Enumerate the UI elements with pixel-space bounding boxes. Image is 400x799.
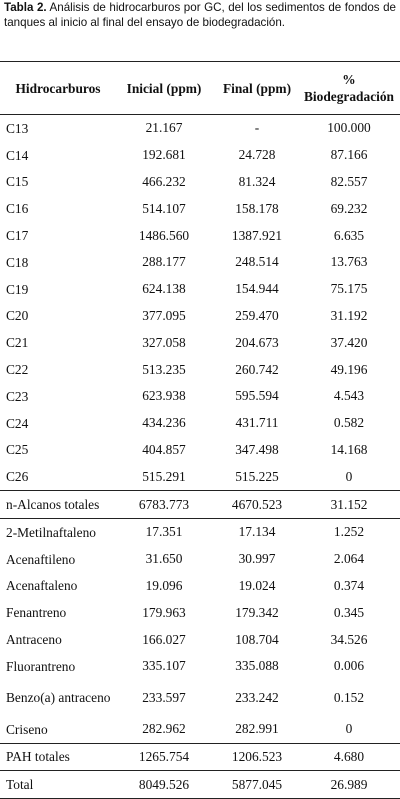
table-row	[0, 383, 400, 410]
row-label: C23	[6, 388, 29, 404]
initial-value: 377.095	[142, 307, 186, 323]
table-row	[0, 573, 400, 600]
table-row-grand-total	[0, 771, 400, 798]
initial-value: 31.650	[145, 551, 183, 567]
table-row	[0, 437, 400, 464]
alkane-rows	[0, 115, 400, 490]
initial-value: 288.177	[142, 254, 186, 270]
caption-label: Tabla 2.	[4, 1, 47, 14]
final-value: 259.470	[235, 307, 279, 323]
initial-value: 282.962	[142, 721, 186, 737]
biodegradation-value: 87.166	[330, 147, 368, 163]
final-value: 282.991	[235, 721, 279, 737]
final-value: 595.594	[235, 388, 279, 404]
final-value: 17.134	[238, 524, 276, 540]
biodegradation-value: 0.345	[333, 604, 365, 620]
row-label: C20	[6, 308, 29, 324]
initial-value: 335.107	[142, 658, 186, 674]
caption-text: Análisis de hidrocarburos por GC, del los sedimentos de fondos de tanques al inicio al final del ensayo de biodegradación.	[4, 1, 397, 29]
initial-value: 192.681	[142, 147, 186, 163]
row-label: C14	[6, 147, 29, 163]
table-row	[0, 276, 400, 303]
table-row	[0, 356, 400, 383]
row-label: Antraceno	[6, 632, 62, 648]
final-value: 81.324	[238, 173, 276, 189]
biodegradation-value: 34.526	[330, 631, 368, 647]
initial-value: 166.027	[142, 631, 186, 647]
table-row	[0, 249, 400, 276]
row-label: C26	[6, 469, 29, 485]
initial-value: 513.235	[142, 361, 186, 377]
table-row	[0, 599, 400, 626]
final-value: 5877.045	[231, 776, 283, 792]
hydrocarbon-table	[0, 61, 400, 799]
final-value: 158.178	[235, 200, 279, 216]
initial-value: 327.058	[142, 334, 186, 350]
row-label: C17	[6, 228, 29, 244]
initial-value: 8049.526	[138, 776, 190, 792]
final-value: 1206.523	[231, 748, 283, 764]
table-row	[0, 222, 400, 249]
final-value: 1387.921	[231, 227, 283, 243]
pah-rows	[0, 519, 400, 743]
biodegradation-value: 14.168	[330, 441, 368, 457]
final-value: 248.514	[235, 254, 279, 270]
biodegradation-value: 4.543	[333, 388, 365, 404]
initial-value: 19.096	[145, 577, 183, 593]
row-label: C13	[6, 120, 29, 136]
row-label: C19	[6, 281, 29, 297]
row-label: Fluorantreno	[6, 658, 76, 674]
biodegradation-value: 82.557	[330, 173, 368, 189]
final-value: -	[254, 120, 260, 136]
final-value: 204.673	[235, 334, 279, 350]
initial-value: 624.138	[142, 281, 186, 297]
final-value: 30.997	[238, 551, 276, 567]
final-value: 260.742	[235, 361, 279, 377]
biodegradation-value: 100.000	[327, 120, 371, 136]
biodegradation-value: 1.252	[333, 524, 365, 540]
biodegradation-value: 26.989	[330, 776, 368, 792]
final-value: 347.498	[235, 441, 279, 457]
final-value: 233.242	[235, 689, 279, 705]
table-row	[0, 546, 400, 573]
row-label: C24	[6, 415, 29, 431]
biodegradation-value: 2.064	[333, 551, 365, 567]
initial-value: 233.597	[142, 689, 186, 705]
row-label: C21	[6, 335, 29, 351]
initial-value: 623.938	[142, 388, 186, 404]
initial-value: 466.232	[142, 173, 186, 189]
table-caption	[4, 0, 396, 30]
header-initial: Inicial (ppm)	[126, 80, 202, 96]
biodegradation-value: 13.763	[330, 254, 368, 270]
biodegradation-value: 0	[345, 468, 353, 484]
table-row	[0, 653, 400, 680]
header-biodegradation: % Biodegradación	[303, 72, 395, 104]
row-label: 2-Metilnaftaleno	[6, 524, 96, 540]
final-value: 154.944	[235, 281, 279, 297]
biodegradation-value: 0	[345, 721, 353, 737]
initial-value: 6783.773	[138, 496, 190, 512]
final-value: 179.342	[235, 604, 279, 620]
final-value: 108.704	[235, 631, 279, 647]
row-label: C25	[6, 442, 29, 458]
header-final: Final (ppm)	[222, 80, 292, 96]
row-label: C16	[6, 201, 29, 217]
initial-value: 1265.754	[138, 748, 190, 764]
initial-value: 179.963	[142, 604, 186, 620]
biodegradation-value: 4.680	[333, 748, 365, 764]
final-value: 19.024	[238, 577, 276, 593]
biodegradation-value: 6.635	[333, 227, 365, 243]
biodegradation-value: 0.152	[333, 689, 365, 705]
row-label: Fenantreno	[6, 605, 67, 621]
table-row	[0, 463, 400, 490]
final-value: 335.088	[235, 658, 279, 674]
table-row	[0, 169, 400, 196]
row-label: Acenaftaleno	[6, 578, 78, 594]
row-label: Total	[6, 777, 34, 793]
table-row	[0, 519, 400, 546]
biodegradation-value: 49.196	[330, 361, 368, 377]
initial-value: 17.351	[145, 524, 183, 540]
biodegradation-value: 31.152	[330, 496, 368, 512]
biodegradation-value: 31.192	[330, 307, 368, 323]
initial-value: 1486.560	[138, 227, 190, 243]
table-row	[0, 142, 400, 169]
biodegradation-value: 0.006	[333, 658, 365, 674]
initial-value: 434.236	[142, 415, 186, 431]
biodegradation-value: 37.420	[330, 334, 368, 350]
table-row	[0, 115, 400, 142]
table-row	[0, 716, 400, 743]
row-label: C22	[6, 362, 29, 378]
initial-value: 515.291	[142, 468, 186, 484]
initial-value: 404.857	[142, 441, 186, 457]
table-row	[0, 195, 400, 222]
row-label: n-Alcanos totales	[6, 497, 100, 513]
row-label: PAH totales	[6, 749, 70, 765]
row-label: Acenaftileno	[6, 551, 76, 567]
table-row	[0, 680, 400, 716]
final-value: 4670.523	[231, 496, 283, 512]
table-row-pah-total	[0, 744, 400, 771]
table-row	[0, 626, 400, 653]
table-row-alkanes-total	[0, 491, 400, 518]
row-label: C18	[6, 254, 29, 270]
initial-value: 514.107	[142, 200, 186, 216]
table-row	[0, 329, 400, 356]
final-value: 431.711	[235, 415, 279, 431]
biodegradation-value: 0.374	[333, 577, 365, 593]
table-row	[0, 303, 400, 330]
table-header-row	[0, 62, 400, 114]
initial-value: 21.167	[145, 120, 183, 136]
biodegradation-value: 0.582	[333, 415, 365, 431]
biodegradation-value: 75.175	[330, 281, 368, 297]
header-hydrocarbons: Hidrocarburos	[15, 80, 101, 96]
final-value: 24.728	[238, 147, 276, 163]
final-value: 515.225	[235, 468, 279, 484]
row-label: C15	[6, 174, 29, 190]
table-row	[0, 410, 400, 437]
biodegradation-value: 69.232	[330, 200, 368, 216]
row-label: Criseno	[6, 721, 48, 737]
row-label: Benzo(a) antraceno	[6, 690, 111, 706]
